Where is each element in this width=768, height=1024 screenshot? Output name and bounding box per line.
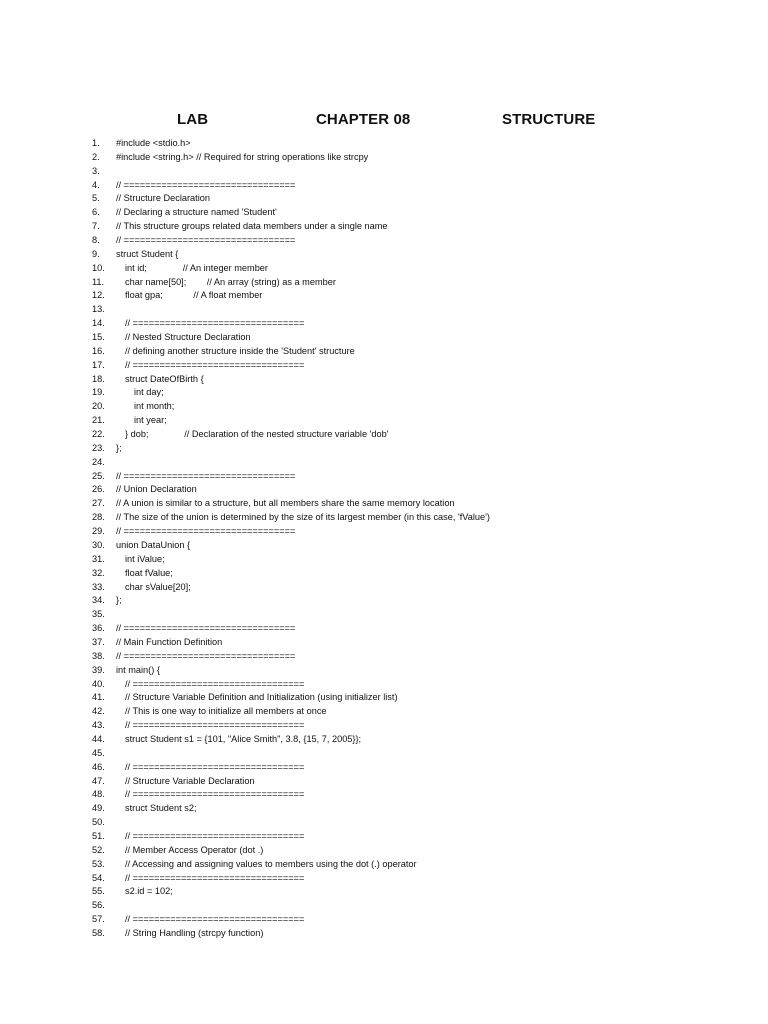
code-line (0, 830, 768, 844)
code-line (0, 539, 768, 553)
code-line (0, 885, 768, 899)
code-line (0, 303, 768, 317)
code-line (0, 137, 768, 151)
line-number: 37. (92, 636, 105, 647)
code-line (0, 483, 768, 497)
code-text: // Union Declaration (116, 484, 197, 495)
line-number: 34. (92, 595, 105, 606)
code-text: s2.id = 102; (125, 886, 173, 897)
line-number: 7. (92, 221, 100, 232)
code-line (0, 414, 768, 428)
line-number: 9. (92, 248, 100, 259)
code-line (0, 664, 768, 678)
code-line (0, 165, 768, 179)
line-number: 3. (92, 165, 100, 176)
line-number: 38. (92, 650, 105, 661)
line-number: 4. (92, 179, 100, 190)
code-line (0, 179, 768, 193)
code-line (0, 636, 768, 650)
code-line (0, 442, 768, 456)
code-text: // Structure Variable Definition and Initialization (using initializer list) (125, 692, 398, 703)
code-text: // ================================ (125, 761, 305, 772)
code-text: // ================================ (125, 318, 305, 329)
code-text: float fValue; (125, 567, 173, 578)
code-text: // This is one way to initialize all members at once (125, 706, 327, 717)
line-number: 27. (92, 498, 105, 509)
line-number: 57. (92, 914, 105, 925)
code-line (0, 858, 768, 872)
code-line (0, 691, 768, 705)
code-line (0, 289, 768, 303)
code-text: struct DateOfBirth { (125, 373, 204, 384)
code-text: int id; // An integer member (125, 262, 268, 273)
code-line (0, 456, 768, 470)
code-line (0, 594, 768, 608)
line-number: 23. (92, 442, 105, 453)
line-number: 13. (92, 304, 105, 315)
line-number: 2. (92, 151, 100, 162)
code-text: // Main Function Definition (116, 636, 223, 647)
line-number: 6. (92, 207, 100, 218)
line-number: 52. (92, 844, 105, 855)
code-line (0, 359, 768, 373)
code-line (0, 719, 768, 733)
line-number: 22. (92, 429, 105, 440)
line-number: 54. (92, 872, 105, 883)
code-line (0, 373, 768, 387)
code-line (0, 872, 768, 886)
code-line (0, 192, 768, 206)
code-line (0, 317, 768, 331)
line-number: 40. (92, 678, 105, 689)
code-text: #include <string.h> // Required for string operations like strcpy (116, 151, 369, 162)
line-number: 51. (92, 830, 105, 841)
code-text: // This structure groups related data members under a single name (116, 221, 388, 232)
line-number: 26. (92, 484, 105, 495)
header-lab: LAB (177, 111, 209, 128)
code-text: // ================================ (116, 526, 296, 537)
line-number: 8. (92, 235, 100, 246)
code-line (0, 345, 768, 359)
code-line (0, 331, 768, 345)
code-text: // ================================ (116, 623, 296, 634)
code-text: char sValue[20]; (125, 581, 191, 592)
code-text: // ================================ (125, 872, 305, 883)
code-line (0, 151, 768, 165)
code-line (0, 913, 768, 927)
line-number: 41. (92, 692, 105, 703)
code-listing (0, 137, 768, 941)
header-chapter: CHAPTER 08 (316, 111, 411, 128)
code-text: // ================================ (125, 720, 305, 731)
code-line (0, 622, 768, 636)
code-text: // A union is similar to a structure, but all members share the same memory location (116, 498, 455, 509)
line-number: 25. (92, 470, 105, 481)
code-text: // ================================ (125, 914, 305, 925)
code-text: int iValue; (125, 553, 165, 564)
code-line (0, 525, 768, 539)
line-number: 24. (92, 456, 105, 467)
code-text: // ================================ (116, 650, 296, 661)
code-line (0, 802, 768, 816)
line-number: 48. (92, 789, 105, 800)
line-number: 50. (92, 817, 105, 828)
code-line (0, 206, 768, 220)
line-number: 18. (92, 373, 105, 384)
code-text: // Declaring a structure named 'Student' (116, 207, 277, 218)
line-number: 15. (92, 332, 105, 343)
code-text: // Nested Structure Declaration (125, 332, 251, 343)
code-line (0, 608, 768, 622)
code-line (0, 276, 768, 290)
line-number: 28. (92, 512, 105, 523)
code-line (0, 761, 768, 775)
line-number: 53. (92, 858, 105, 869)
code-text: // ================================ (116, 235, 296, 246)
code-line (0, 248, 768, 262)
code-line (0, 234, 768, 248)
code-text: struct Student { (116, 248, 179, 259)
line-number: 14. (92, 318, 105, 329)
code-line (0, 927, 768, 941)
code-text: }; (116, 442, 122, 453)
code-text: // ================================ (125, 830, 305, 841)
code-text: int main() { (116, 664, 160, 675)
code-line (0, 650, 768, 664)
line-number: 46. (92, 761, 105, 772)
code-line (0, 553, 768, 567)
code-text: char name[50]; // An array (string) as a member (125, 276, 336, 287)
code-line (0, 705, 768, 719)
code-line (0, 775, 768, 789)
code-line (0, 788, 768, 802)
line-number: 39. (92, 664, 105, 675)
line-number: 32. (92, 567, 105, 578)
line-number: 11. (92, 276, 105, 287)
code-text: // Structure Declaration (116, 193, 210, 204)
code-line (0, 262, 768, 276)
code-text: union DataUnion { (116, 539, 191, 550)
line-number: 16. (92, 345, 105, 356)
code-line (0, 816, 768, 830)
code-line (0, 733, 768, 747)
line-number: 47. (92, 775, 105, 786)
line-number: 30. (92, 539, 105, 550)
code-line (0, 844, 768, 858)
line-number: 45. (92, 747, 105, 758)
code-text: struct Student s1 = {101, "Alice Smith", 3.8, {15, 7, 2005}}; (125, 733, 362, 744)
code-line (0, 428, 768, 442)
code-line (0, 747, 768, 761)
code-text: // ================================ (116, 470, 296, 481)
code-text: int year; (134, 415, 167, 426)
code-text: struct Student s2; (125, 803, 197, 814)
line-number: 5. (92, 193, 100, 204)
code-text: // String Handling (strcpy function) (125, 927, 264, 938)
code-line (0, 470, 768, 484)
code-text: // ================================ (116, 179, 296, 190)
code-text: // ================================ (125, 789, 305, 800)
line-number: 43. (92, 720, 105, 731)
line-number: 58. (92, 927, 105, 938)
line-number: 21. (92, 415, 105, 426)
code-text: int month; (134, 401, 175, 412)
line-number: 12. (92, 290, 105, 301)
code-text: // defining another structure inside the 'Student' structure (125, 345, 355, 356)
line-number: 35. (92, 609, 105, 620)
code-line (0, 581, 768, 595)
line-number: 20. (92, 401, 105, 412)
code-text: // ================================ (125, 678, 305, 689)
code-line (0, 567, 768, 581)
code-line (0, 497, 768, 511)
code-line (0, 220, 768, 234)
line-number: 33. (92, 581, 105, 592)
code-text: } dob; // Declaration of the nested structure variable 'dob' (125, 429, 389, 440)
code-line (0, 678, 768, 692)
line-number: 49. (92, 803, 105, 814)
line-number: 29. (92, 526, 105, 537)
line-number: 56. (92, 900, 105, 911)
line-number: 44. (92, 733, 105, 744)
code-text: // Member Access Operator (dot .) (125, 844, 264, 855)
code-text: #include <stdio.h> (116, 138, 191, 148)
code-line (0, 386, 768, 400)
code-line (0, 899, 768, 913)
line-number: 19. (92, 387, 105, 398)
line-number: 36. (92, 623, 105, 634)
line-number: 1. (92, 138, 100, 148)
code-text: // Structure Variable Declaration (125, 775, 255, 786)
line-number: 55. (92, 886, 105, 897)
code-text: int day; (134, 387, 164, 398)
code-text: // Accessing and assigning values to members using the dot (.) operator (125, 858, 417, 869)
line-number: 10. (92, 262, 105, 273)
code-text: // The size of the union is determined by the size of its largest member (in this case, 'fValue') (116, 512, 490, 523)
code-text: float gpa; // A float member (125, 290, 263, 301)
code-line (0, 400, 768, 414)
header-topic: STRUCTURE (502, 111, 596, 128)
line-number: 17. (92, 359, 105, 370)
code-line (0, 511, 768, 525)
line-number: 31. (92, 553, 105, 564)
code-text: // ================================ (125, 359, 305, 370)
line-number: 42. (92, 706, 105, 717)
code-text: }; (116, 595, 122, 606)
